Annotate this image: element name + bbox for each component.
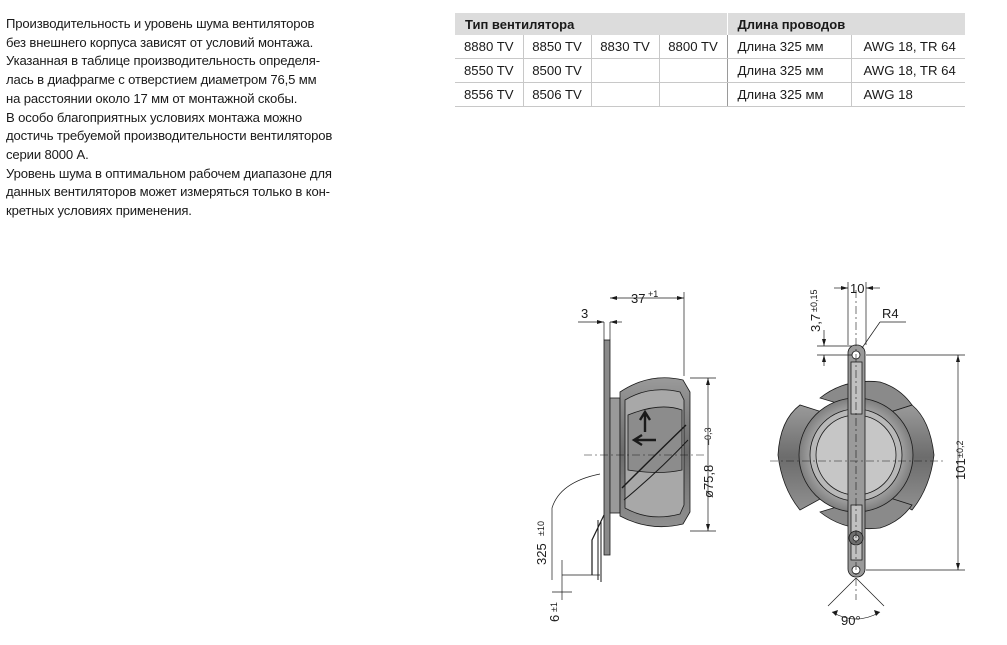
table-cell: AWG 18, TR 64 [851, 59, 965, 83]
dim-depth-label: 37 [631, 291, 646, 306]
dim-hole-tolerance: ±0,15 [809, 289, 819, 312]
dim-hole-label: 3,7 [808, 313, 823, 332]
dim-wire-tolerance: ±10 [536, 521, 546, 536]
table-cell: 8550 TV [455, 59, 523, 83]
dim-height-label: 101 [953, 458, 968, 480]
header-fan-type: Тип вентилятора [455, 13, 727, 35]
table-cell: Длина 325 мм [727, 35, 851, 59]
table-cell: Длина 325 мм [727, 83, 851, 107]
dim-diameter-label: ø75,8 [701, 464, 716, 498]
dim-thickness-label: 3 [581, 306, 589, 321]
fan-front-view [770, 290, 945, 600]
dim-strip-label: 6 [547, 614, 562, 622]
table-cell: 8556 TV [455, 83, 523, 107]
dim-angle-label: 90° [841, 613, 861, 628]
description-line: серии 8000 А. [6, 146, 89, 162]
description-line: Уровень шума в оптимальном рабочем диапазоне для [6, 165, 332, 181]
table-cell: 8850 TV [523, 35, 591, 59]
description-line: Производительность и уровень шума вентиляторов [6, 16, 315, 31]
table-cell: 8880 TV [455, 35, 523, 59]
description-line: Указанная в таблице производительность определя- [6, 53, 320, 69]
dim-depth-tolerance: +1 [648, 289, 659, 299]
dim-height-tolerance: ±0,2 [955, 440, 965, 458]
dim-diameter-tolerance: –0,3 [703, 427, 713, 445]
description-line: без внешнего корпуса зависят от условий монтажа. [6, 34, 314, 50]
dim-wire-label: 325 [534, 543, 549, 565]
header-wire-length: Длина проводов [727, 13, 965, 35]
table-cell: AWG 18, TR 64 [851, 35, 965, 59]
table-cell: Длина 325 мм [727, 59, 851, 83]
fan-side-view [584, 340, 705, 582]
description-line: В особо благоприятных условиях монтажа можно [6, 109, 302, 125]
table-cell: 8830 TV [591, 35, 659, 59]
dim-strip-tolerance: ±1 [549, 602, 559, 612]
table-cell: 8506 TV [523, 83, 591, 107]
description-line: лась в диафрагме с отверстием диаметром 76,5 мм [6, 72, 317, 88]
description-line: на расстоянии около 17 мм от монтажной скобы. [6, 90, 298, 106]
table-cell: 8800 TV [659, 35, 727, 59]
table-cell: AWG 18 [851, 83, 965, 107]
table-cell: 8500 TV [523, 59, 591, 83]
description-line: данных вентиляторов может измеряться только в кон- [6, 184, 330, 200]
dim-width-label: 10 [850, 281, 865, 296]
description-line: кретных условиях применения. [6, 203, 192, 219]
dim-radius-label: R4 [882, 306, 899, 321]
description-line: достичь требуемой производительности вентиляторов [6, 128, 333, 144]
